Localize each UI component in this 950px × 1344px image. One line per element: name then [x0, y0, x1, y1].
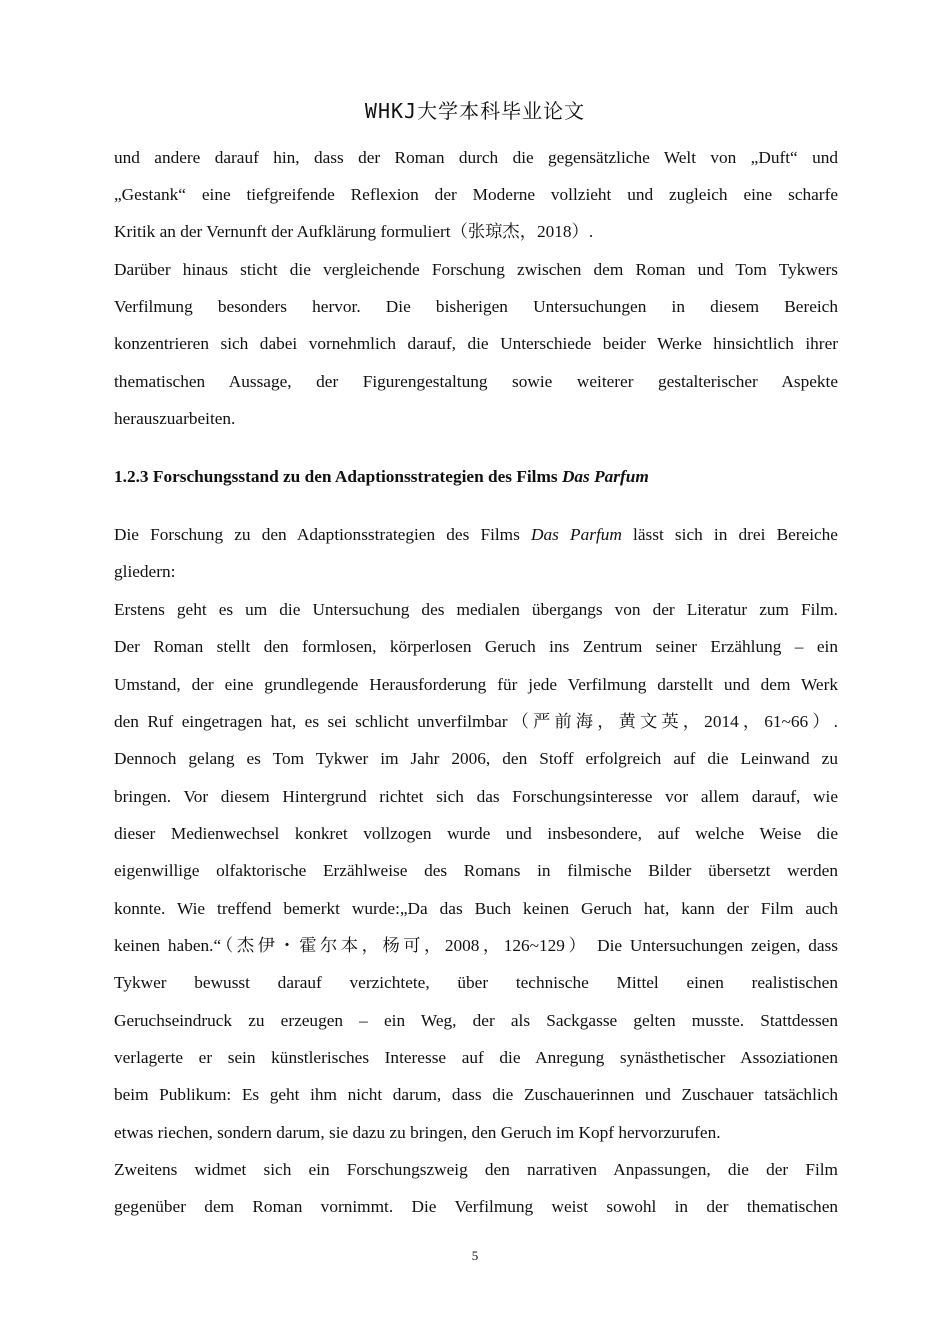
film-title: Das Parfum [531, 525, 622, 544]
text-line: verlagerte er sein künstlerisches Interesse auf die Anregung synästhetischer Assoziationen [114, 1048, 838, 1067]
text-segment: Die Forschung zu den Adaptionsstrategien des Films [114, 525, 532, 544]
text-line: Darüber hinaus sticht die vergleichende Forschung zwischen dem Roman und Tom Tykwers [114, 260, 838, 279]
text-line: den Ruf eingetragen hat, es sei schlicht unverfilmbar（严前海，黄文英，2014，61~66）. [114, 712, 838, 731]
text-line: bringen. Vor diesem Hintergrund richtet sich das Forschungsinteresse vor allem darauf, wie [114, 787, 838, 806]
text-line: Dennoch gelang es Tom Tykwer im Jahr 2006, den Stoff erfolgreich auf die Leinwand zu [114, 749, 838, 768]
text-line: Der Roman stellt den formlosen, körperlosen Geruch ins Zentrum seiner Erzählung – ein [114, 637, 838, 656]
text-line: Zweitens widmet sich ein Forschungszweig den narrativen Anpassungen, die der Film [114, 1160, 838, 1179]
text-line: beim Publikum: Es geht ihm nicht darum, dass die Zuschauerinnen und Zuschauer tatsächlich [114, 1085, 838, 1104]
text-line: konzentrieren sich dabei vornehmlich darauf, die Unterschiede beider Werke hinsichtlich ihrer [114, 334, 838, 353]
section-heading [114, 466, 838, 488]
heading-text: 1.2.3 Forschungsstand zu den Adaptionsstrategien des Films [114, 467, 562, 486]
text-segment: lässt sich in drei Bereiche [621, 525, 838, 544]
text-line: etwas riechen, sondern darum, sie dazu zu bringen, den Geruch im Kopf hervorzurufen. [114, 1123, 721, 1142]
text-line: herauszuarbeiten. [114, 409, 236, 428]
text-line: eigenwillige olfaktorische Erzählweise des Romans in filmische Bilder übersetzt werden [114, 861, 838, 880]
text-line: thematischen Aussage, der Figurengestaltung sowie weiterer gestalterischer Aspekte [114, 372, 838, 391]
text-line: Erstens geht es um die Untersuchung des medialen übergangs von der Literatur zum Film. [114, 600, 838, 619]
text-line: konnte. Wie treffend bemerkt wurde:„Da das Buch keinen Geruch hat, kann der Film auch [114, 899, 838, 918]
text-line: „Gestank“ eine tiefgreifende Reflexion der Moderne vollzieht und zugleich eine scharfe [114, 185, 838, 204]
text-line: Geruchseindruck zu erzeugen – ein Weg, der als Sackgasse gelten musste. Stattdessen [114, 1011, 838, 1030]
text-line: Umstand, der eine grundlegende Herausforderung für jede Verfilmung darstellt und dem Werk [114, 675, 838, 694]
text-line: und andere darauf hin, dass der Roman durch die gegensätzliche Welt von „Duft“ und [114, 148, 838, 167]
text-line: dieser Medienwechsel konkret vollzogen wurde und insbesondere, auf welche Weise die [114, 824, 838, 843]
text-line: Kritik an der Vernunft der Aufklärung formuliert（张琼杰，2018）. [114, 222, 594, 241]
page-number: 5 [471, 1248, 479, 1263]
text-line: gegenüber dem Roman vornimmt. Die Verfilmung weist sowohl in der thematischen [114, 1197, 838, 1216]
heading-film-title: Das Parfum [561, 467, 649, 486]
text-line: Tykwer bewusst darauf verzichtete, über technische Mittel einen realistischen [114, 973, 838, 992]
text-line: Verfilmung besonders hervor. Die bisherigen Untersuchungen in diesem Bereich [114, 297, 838, 316]
text-line [114, 524, 838, 546]
page-header: WHKJ大学本科毕业论文 [364, 99, 586, 123]
text-line: gliedern: [114, 562, 176, 581]
text-line: keinen haben.“（杰伊・霍尔本，杨可，2008，126~129） Die Untersuchungen zeigen, dass [114, 936, 838, 955]
